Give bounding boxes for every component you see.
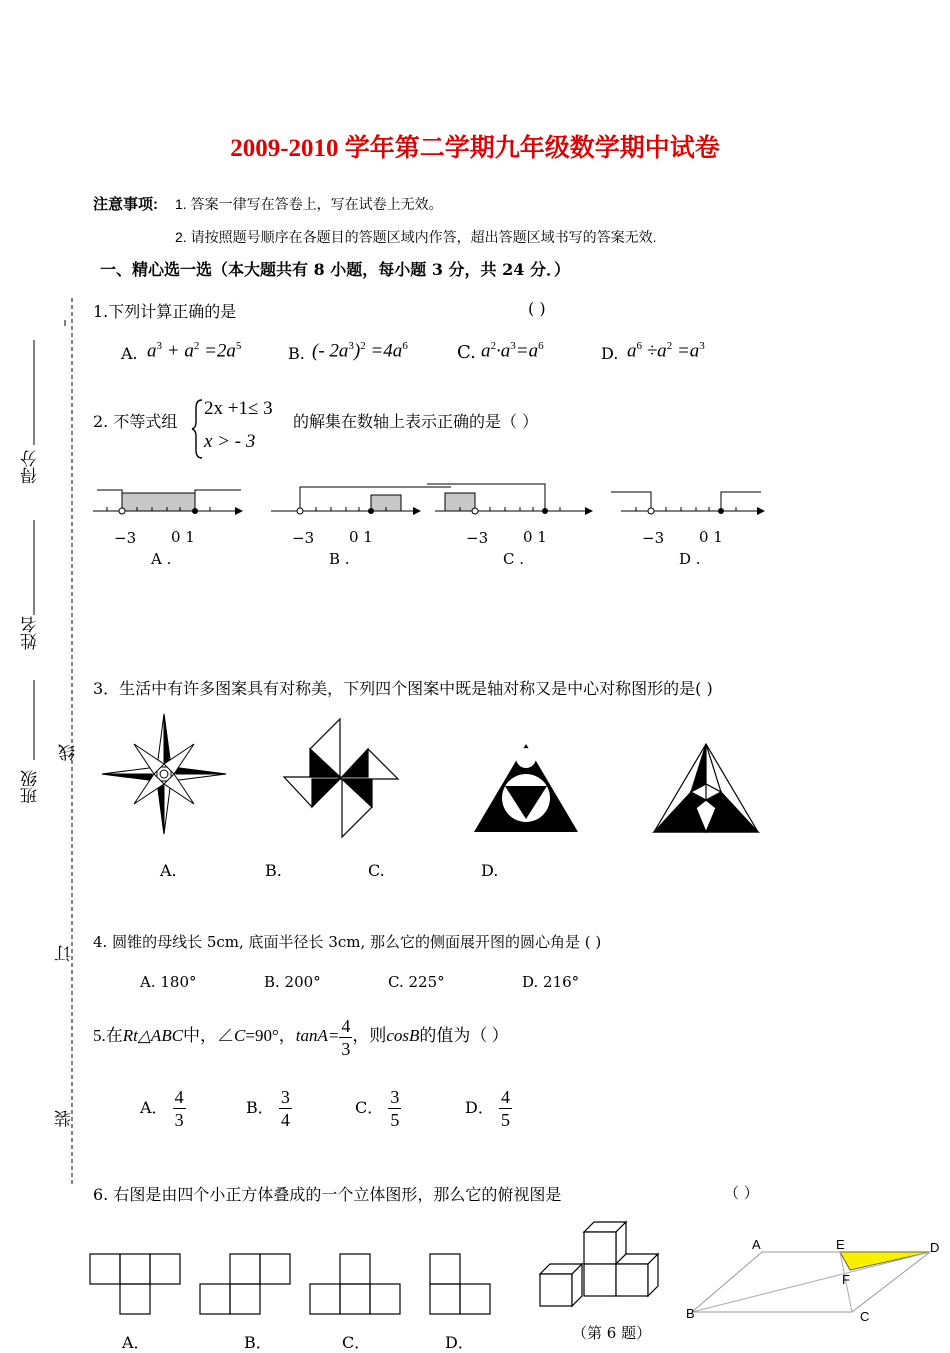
q6-text: 6. 右图是由四个小正方体叠成的一个立体图形，那么它的俯视图是 bbox=[93, 1185, 562, 1204]
q1-option-d: $a^6 \div a^2 =a^3$ bbox=[627, 340, 705, 362]
q5-tan: tanA= bbox=[295, 1026, 340, 1045]
section-heading: 一、精心选一选（本大题共有 8 小题，每小题 3 分，共 24 分．） bbox=[100, 260, 570, 279]
name-label: 姓名 bbox=[21, 616, 41, 650]
point-a-label: A bbox=[752, 1237, 761, 1252]
q5-option-d: D． $\frac{4}{5}$ bbox=[465, 1087, 510, 1130]
q5-text bbox=[93, 1014, 509, 1060]
q6-answer-blank: （ ） bbox=[724, 1184, 759, 1202]
numberline-a bbox=[93, 490, 243, 515]
q1-option-b: (- $2a^3)^2 =4a^6$ bbox=[312, 340, 408, 362]
q4-option-b: B. 200° bbox=[264, 973, 321, 991]
q3-label-c: C. bbox=[368, 861, 385, 880]
nl-d-tick-01: 0 1 bbox=[699, 528, 723, 546]
q4-option-c: C. 225° bbox=[388, 973, 445, 991]
q1-option-c: $a^2\cdot a^3=a^6$ bbox=[481, 340, 544, 362]
q5-p2: 中，∠ bbox=[183, 1026, 235, 1045]
margin-underlines bbox=[26, 330, 46, 810]
q1-option-b-label: B. bbox=[288, 344, 305, 363]
numberline-b bbox=[271, 487, 451, 515]
nl-c-tick-m3: −3 bbox=[466, 529, 489, 547]
q6-view-a bbox=[90, 1254, 180, 1314]
q3-label-a: A. bbox=[160, 861, 177, 880]
binding-line-label: 线 bbox=[59, 744, 79, 761]
nl-b-tick-m3: −3 bbox=[292, 529, 315, 547]
q5-option-b: B． $\frac{3}{4}$ bbox=[246, 1087, 290, 1130]
q2-number-lines bbox=[85, 478, 775, 528]
note-item-1: 1. 答案一律写在答卷上，写在试卷上无效。 bbox=[175, 196, 443, 212]
q1-answer-blank: ( ) bbox=[528, 299, 546, 318]
q5-triangle: Rt△ABC bbox=[122, 1026, 184, 1045]
nl-a-tick-m3: −3 bbox=[114, 529, 137, 547]
q4-option-a: A. 180° bbox=[140, 973, 197, 991]
point-c-label: C bbox=[860, 1309, 870, 1324]
q6-label-c: C． bbox=[342, 1333, 371, 1352]
q4-option-d: D. 216° bbox=[522, 973, 580, 991]
nl-d-tick-m3: −3 bbox=[642, 529, 665, 547]
q5-tan-fraction: $\frac{4}{3}$ bbox=[341, 1015, 351, 1059]
q3-pattern-a bbox=[100, 712, 228, 836]
page-title: 2009-2010 学年第二学期九年级数学期中试卷 bbox=[230, 135, 720, 162]
q3-label-d: D. bbox=[481, 861, 499, 880]
q4-text: 4. 圆锥的母线长 5cm, 底面半径长 3cm, 那么它的侧面展开图的圆心角是 ( ) bbox=[93, 933, 602, 951]
q6-view-d bbox=[430, 1254, 490, 1314]
q6-view-b bbox=[200, 1254, 290, 1314]
point-f-label: F bbox=[842, 1272, 850, 1287]
q2-inequality-2: x > - 3 bbox=[204, 431, 256, 452]
q1-text: 1.下列计算正确的是 bbox=[93, 302, 237, 321]
point-d-label: D bbox=[930, 1240, 940, 1255]
q3-label-b: B. bbox=[265, 861, 282, 880]
nl-d-label: D . bbox=[679, 550, 701, 568]
q5-p1: 5.在 bbox=[93, 1026, 123, 1045]
nl-b-tick-01: 0 1 bbox=[349, 528, 373, 546]
numberline-c bbox=[427, 484, 593, 515]
q1-option-c-label: C. bbox=[457, 342, 476, 363]
q6-view-c bbox=[310, 1254, 400, 1314]
q5-p5: 的值为（ ） bbox=[419, 1026, 509, 1045]
q2-inequality-1: 2x +1≤ 3 bbox=[204, 398, 273, 419]
nl-a-label: A . bbox=[151, 550, 172, 568]
nl-c-label: C . bbox=[503, 550, 525, 568]
q5-option-a: A． $\frac{4}{3}$ bbox=[140, 1087, 184, 1130]
point-b-label: B bbox=[686, 1306, 695, 1321]
q6-label-b: B． bbox=[244, 1333, 272, 1352]
q6-top-views bbox=[88, 1252, 498, 1318]
notes-label: 注意事项: bbox=[93, 196, 158, 213]
q5-option-c: C． $\frac{3}{5}$ bbox=[355, 1087, 400, 1130]
q1-option-d-label: D. bbox=[601, 344, 619, 363]
q5-angle-c: C bbox=[234, 1026, 246, 1045]
q5-cos: cosB bbox=[386, 1026, 420, 1045]
q3-text: 3．生活中有许多图案具有对称美，下列四个图案中既是轴对称又是中心对称图形的是( ) bbox=[93, 679, 713, 698]
q6-label-a: A． bbox=[122, 1333, 150, 1352]
q2-suffix: 的解集在数轴上表示正确的是（ ） bbox=[293, 412, 539, 431]
score-label: 得分 bbox=[21, 450, 41, 484]
binding-zhuang-label: 装 bbox=[55, 1110, 75, 1127]
nl-a-tick-01: 0 1 bbox=[171, 528, 195, 546]
q6-figure-caption: （第 6 题） bbox=[572, 1324, 652, 1342]
numberline-d bbox=[611, 492, 765, 515]
q3-pattern-c bbox=[472, 742, 580, 836]
nl-c-tick-01: 0 1 bbox=[523, 528, 547, 546]
parallelogram-figure bbox=[680, 1236, 942, 1336]
q3-pattern-b bbox=[280, 717, 404, 841]
q5-p3: =90°， bbox=[245, 1026, 296, 1045]
q6-label-d: D． bbox=[445, 1333, 474, 1352]
note-item-2: 2. 请按照题号顺序在各题目的答题区域内作答，超出答题区域书写的答案无效. bbox=[175, 229, 657, 245]
q1-option-a: $a^3 + a^2 =2a^5$ bbox=[147, 340, 242, 362]
q3-pattern-d bbox=[651, 742, 761, 836]
q6-cube-figure bbox=[536, 1218, 666, 1314]
q2-prefix: 2. 不等式组 bbox=[93, 412, 178, 431]
class-label: 班级 bbox=[21, 770, 41, 804]
point-e-label: E bbox=[836, 1237, 845, 1252]
binding-ding-label: 订 bbox=[55, 945, 75, 962]
q5-p4: ，则 bbox=[352, 1026, 387, 1045]
q2-brace bbox=[191, 398, 205, 460]
binding-line bbox=[60, 298, 80, 1188]
nl-b-label: B . bbox=[329, 550, 350, 568]
q1-option-a-label: A. bbox=[121, 344, 138, 363]
